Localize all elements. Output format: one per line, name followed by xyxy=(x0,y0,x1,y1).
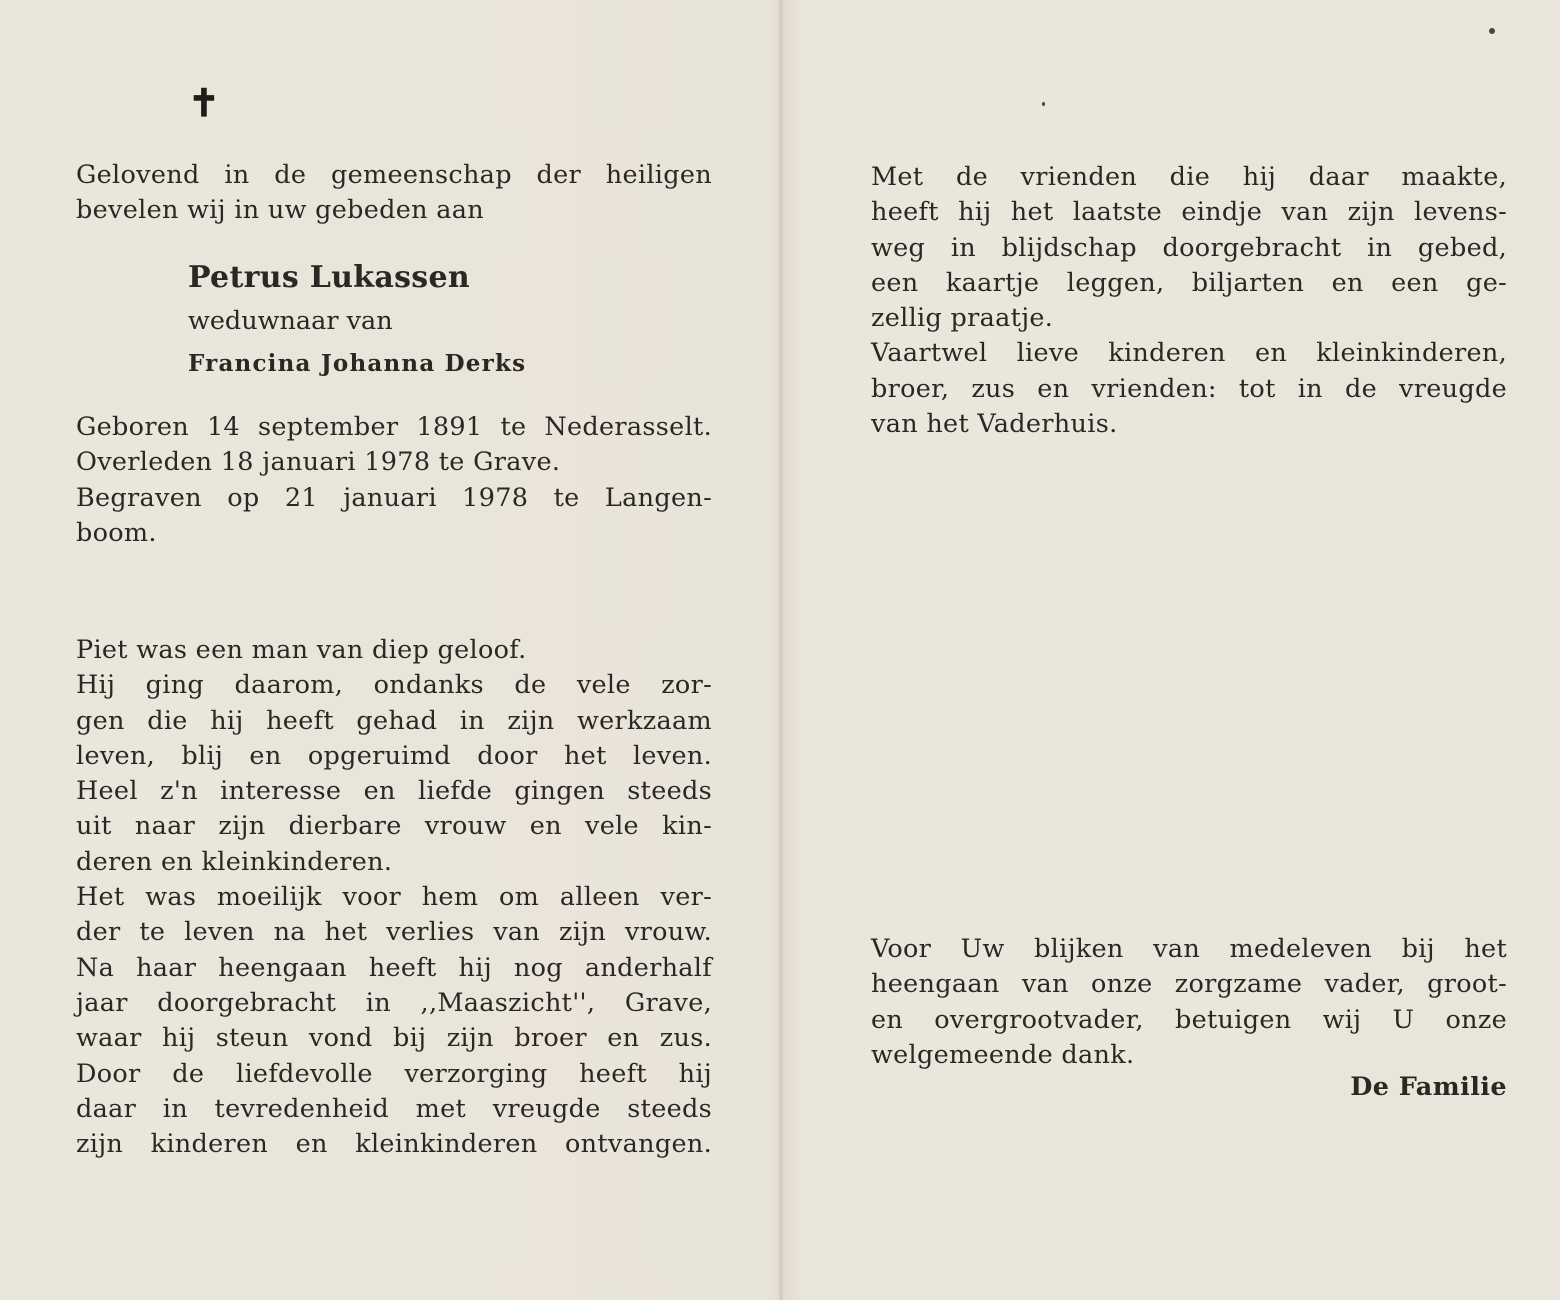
spouse-name: Francina Johanna Derks xyxy=(188,350,527,377)
bio-line: uit naar zijn dierbare vrouw en vele kin- xyxy=(76,811,712,842)
card-fold xyxy=(778,0,784,1300)
bio-line: jaar doorgebracht in ,,Maaszicht'', Grave, xyxy=(76,987,712,1018)
bio-line: Piet was een man van diep geloof. xyxy=(76,635,527,665)
farewell-line: een kaartje leggen, biljarten en een ge- xyxy=(871,267,1507,298)
thanks-line: heengaan van onze zorgzame vader, groot- xyxy=(871,969,1507,1000)
dates-line: Geboren 14 september 1891 te Nederasselt. xyxy=(76,412,712,442)
intro-text xyxy=(76,158,712,229)
signature-text: De Familie xyxy=(1350,1072,1507,1102)
farewell-line: heeft hij het laatste eindje van zijn levens- xyxy=(871,197,1507,228)
dates-line: boom. xyxy=(76,517,157,548)
bio-line: der te leven na het verlies van zijn vrouw. xyxy=(76,917,712,948)
bio-line: deren en kleinkinderen. xyxy=(76,846,393,877)
bio-line: gen die hij heeft gehad in zijn werkzaam xyxy=(76,705,712,736)
biography-text xyxy=(76,633,712,1162)
intro-line: Gelovend in de gemeenschap der heiligen xyxy=(76,160,712,190)
cross-icon: ✝ xyxy=(188,80,220,125)
bio-line: Heel z'n interesse en liefde gingen steeds xyxy=(76,776,712,807)
deceased-name: Petrus Lukassen xyxy=(188,260,470,295)
bio-line: Hij ging daarom, ondanks de vele zor- xyxy=(76,670,712,701)
thanks-line: en overgrootvader, betuigen wij U onze xyxy=(871,1004,1507,1035)
bio-line: zijn kinderen en kleinkinderen ontvangen. xyxy=(76,1129,712,1160)
bio-line: daar in tevredenheid met vreugde steeds xyxy=(76,1093,712,1124)
farewell-text xyxy=(871,160,1507,442)
dates-line: Overleden 18 januari 1978 te Grave. xyxy=(76,447,561,478)
dates-text xyxy=(76,410,712,551)
paper-speck xyxy=(1489,28,1495,34)
farewell-line: weg in blijdschap doorgebracht in gebed, xyxy=(871,232,1507,263)
farewell-line: Vaartwel lieve kinderen en kleinkinderen, xyxy=(871,338,1507,369)
paper-speck xyxy=(1042,102,1045,106)
farewell-line: broer, zus en vrienden: tot in de vreugde xyxy=(871,373,1507,404)
bio-line: leven, blij en opgeruimd door het leven. xyxy=(76,740,712,771)
dates-line: Begraven op 21 januari 1978 te Langen- xyxy=(76,482,712,513)
relation-text: weduwnaar van xyxy=(188,306,393,336)
farewell-line: Met de vrienden die hij daar maakte, xyxy=(871,162,1507,192)
thanks-text xyxy=(871,932,1507,1073)
bio-line: Het was moeilijk voor hem om alleen ver- xyxy=(76,882,712,913)
thanks-line: welgemeende dank. xyxy=(871,1039,1135,1070)
intro-line: bevelen wij in uw gebeden aan xyxy=(76,195,485,226)
thanks-line: Voor Uw blijken van medeleven bij het xyxy=(871,934,1507,964)
farewell-line: zellig praatje. xyxy=(871,303,1054,334)
farewell-line: van het Vaderhuis. xyxy=(871,409,1118,440)
bio-line: Na haar heengaan heeft hij nog anderhalf xyxy=(76,952,712,983)
bio-line: waar hij steun vond bij zijn broer en zus. xyxy=(76,1023,712,1054)
bio-line: Door de liefdevolle verzorging heeft hij xyxy=(76,1058,712,1089)
